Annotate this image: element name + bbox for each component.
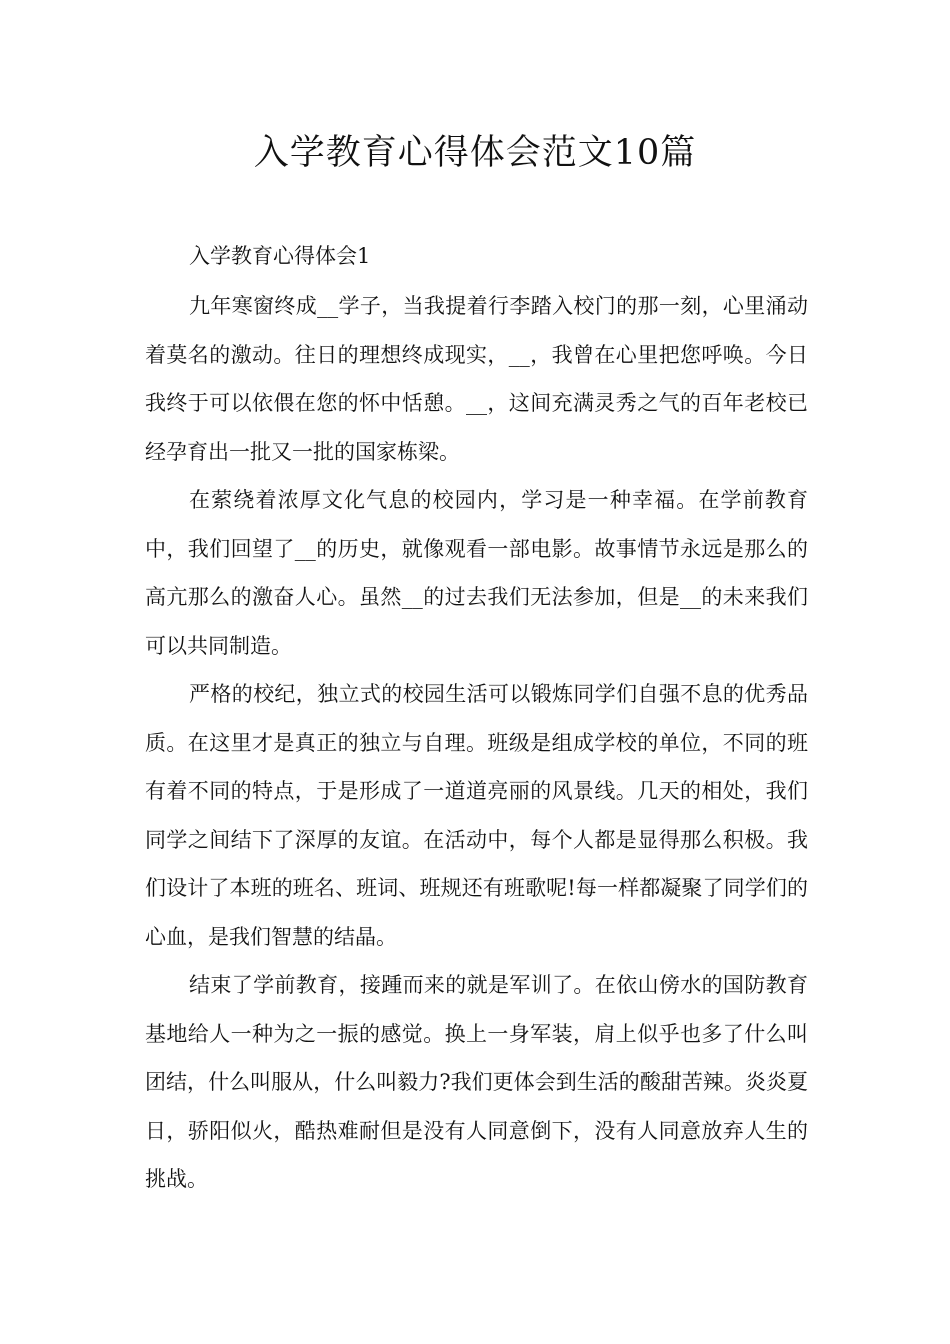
paragraph-2: 在萦绕着浓厚文化气息的校园内，学习是一种幸福。在学前教育中，我们回望了__的历史，就像观看一部电影。故事情节永远是那么的高亢那么的激奋人心。虽然__的过去我们无法参加，但是__的未来我们可以共同制造。 bbox=[145, 488, 808, 658]
document-body bbox=[145, 230, 808, 1204]
section-heading: 入学教育心得体会1 bbox=[189, 244, 371, 268]
paragraph-4: 结束了学前教育，接踵而来的就是军训了。在依山傍水的国防教育基地给人一种为之一振的感觉。换上一身军装，肩上似乎也多了什么叫团结，什么叫服从，什么叫毅力?我们更体会到生活的酸甜苦辣。炎炎夏日，骄阳似火，酷热难耐但是没有人同意倒下，没有人同意放弃人生的挑战。 bbox=[145, 973, 808, 1191]
paragraph-3: 严格的校纪，独立式的校园生活可以锻炼同学们自强不息的优秀品质。在这里才是真正的独立与自理。班级是组成学校的单位，不同的班有着不同的特点，于是形成了一道道亮丽的风景线。几天的相处，我们同学之间结下了深厚的友谊。在活动中，每个人都是显得那么积极。我们设计了本班的班名、班词、班规还有班歌呢!每一样都凝聚了同学们的心血，是我们智慧的结晶。 bbox=[145, 682, 808, 949]
paragraph-1: 九年寒窗终成__学子，当我提着行李踏入校门的那一刻，心里涌动着莫名的激动。往日的理想终成现实，__，我曾在心里把您呼唤。今日我终于可以依偎在您的怀中恬憩。__，这间充满灵秀之气的百年老校已经孕育出一批又一批的国家栋梁。 bbox=[145, 294, 808, 464]
document-title: 入学教育心得体会范文10篇 bbox=[253, 133, 697, 173]
